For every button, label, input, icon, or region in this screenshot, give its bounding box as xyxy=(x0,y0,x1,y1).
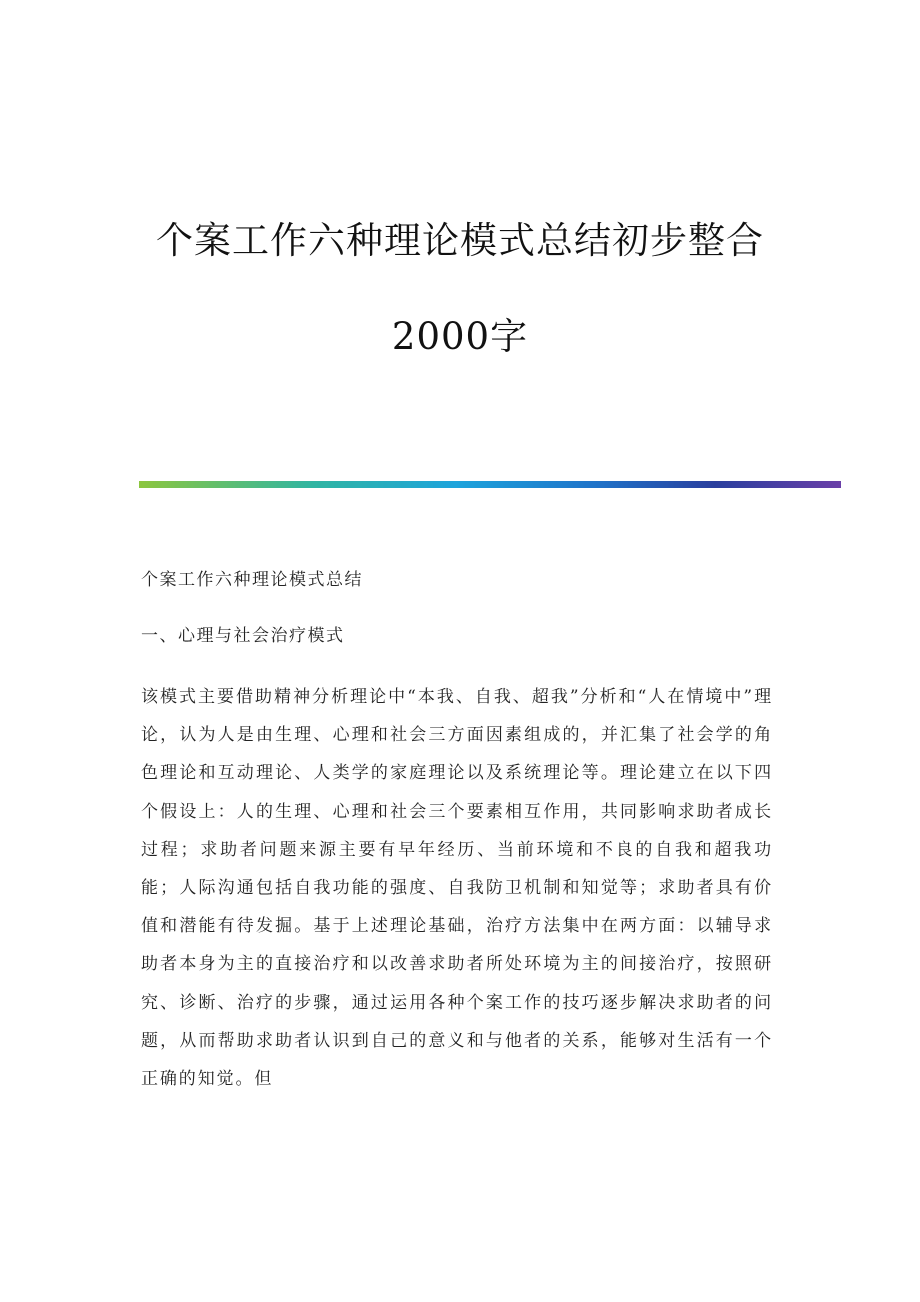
gradient-divider xyxy=(139,481,841,488)
body-paragraph: 该模式主要借助精神分析理论中“本我、自我、超我”分析和“人在情境中”理论，认为人是由生理、心理和社会三方面因素组成的，并汇集了社会学的角色理论和互动理论、人类学的家庭理论以及系统理论等。理论建立在以下四个假设上：人的生理、心理和社会三个要素相互作用，共同影响求助者成长过程；求助者问题来源主要有早年经历、当前环境和不良的自我和超我功能；人际沟通包括自我功能的强度、自我防卫机制和知觉等；求助者具有价值和潜能有待发掘。基于上述理论基础，治疗方法集中在两方面：以辅导求助者本身为主的直接治疗和以改善求助者所处环境为主的间接治疗，按照研究、诊断、治疗的步骤，通过运用各种个案工作的技巧逐步解决求助者的问题，从而帮助求助者认识到自己的意义和与他者的关系，能够对生活有一个正确的知觉。但 xyxy=(141,687,773,1090)
document-title-line-2: 2000字 xyxy=(391,315,529,358)
document-subtitle: 个案工作六种理论模式总结 xyxy=(141,570,363,590)
section-heading: 一、心理与社会治疗模式 xyxy=(141,626,345,646)
document-title-line-1: 个案工作六种理论模式总结初步整合 xyxy=(156,219,764,262)
